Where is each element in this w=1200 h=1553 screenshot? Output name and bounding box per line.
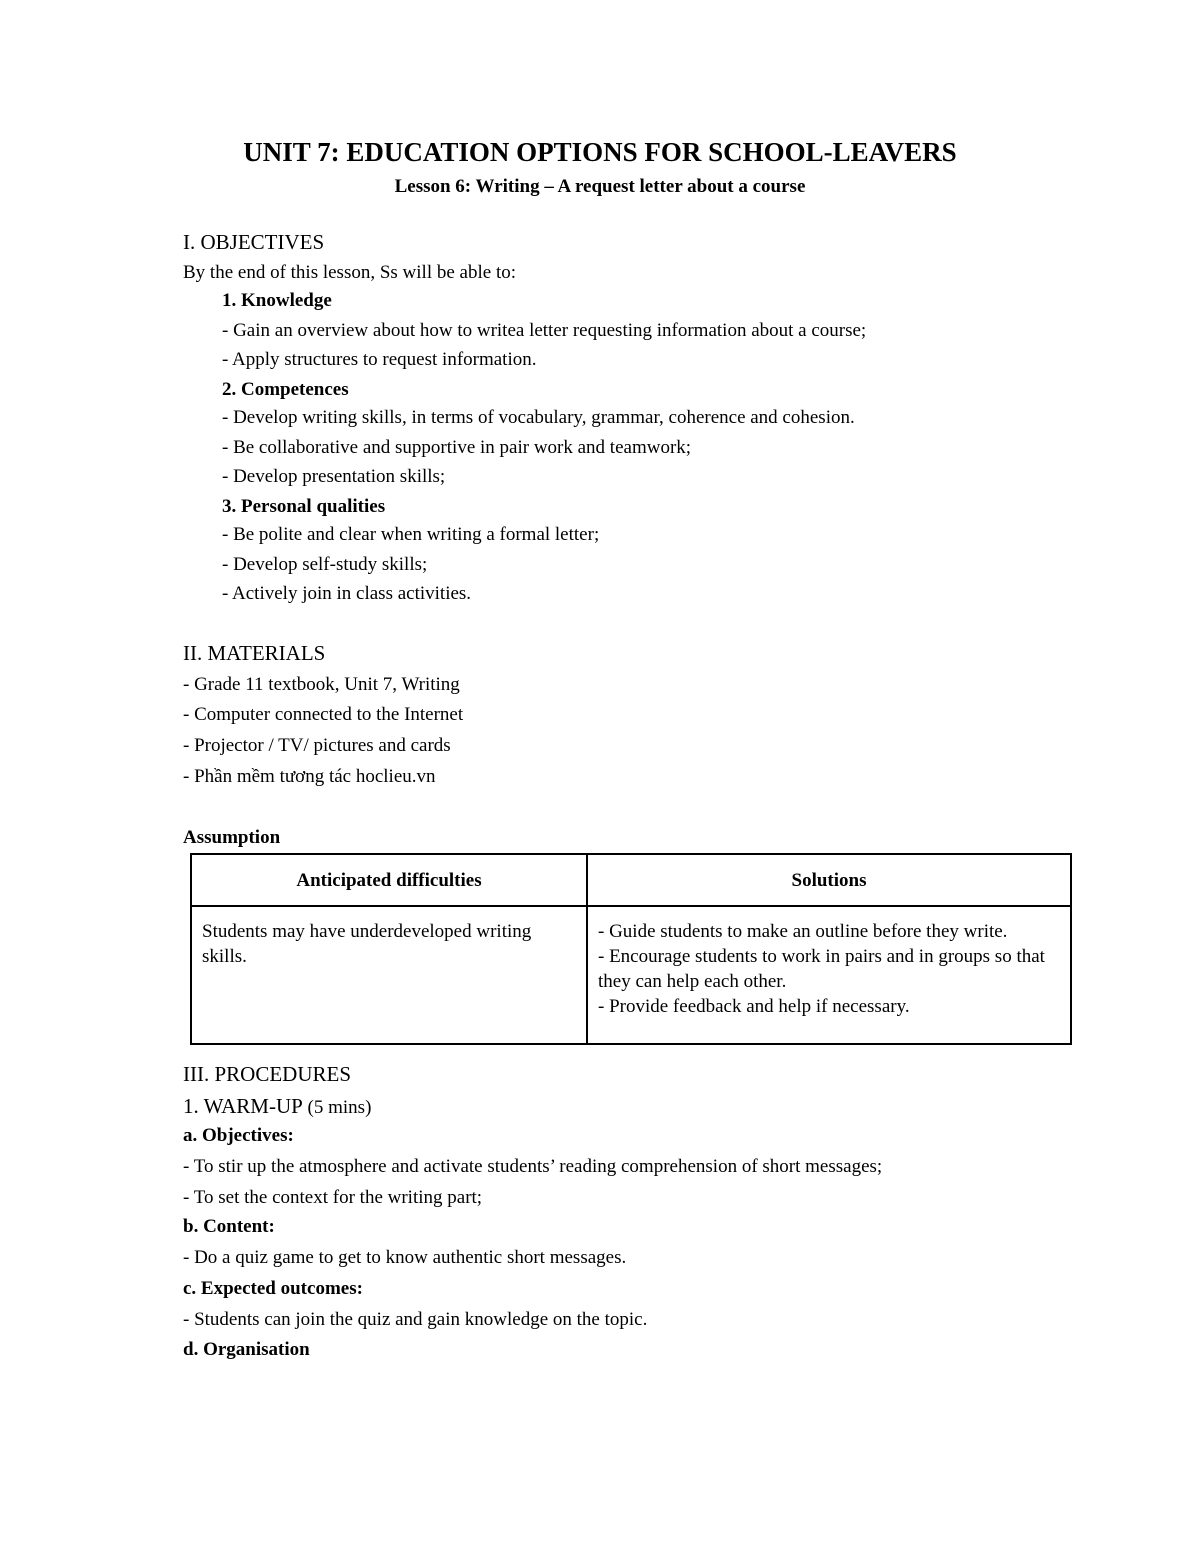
knowledge-item: - Apply structures to request information. xyxy=(222,349,537,370)
procedures-heading: III. PROCEDURES xyxy=(183,1062,352,1086)
qualities-item: - Develop self-study skills; xyxy=(222,554,428,575)
assumption-table xyxy=(190,853,1072,1045)
objectives-heading: I. OBJECTIVES xyxy=(183,230,325,254)
warmup-objective-item: - To stir up the atmosphere and activate students’ reading comprehension of short messages; xyxy=(183,1156,883,1177)
warmup-heading: 1. WARM-UP xyxy=(183,1094,303,1118)
unit-title: UNIT 7: EDUCATION OPTIONS FOR SCHOOL-LEAVERS xyxy=(243,137,957,167)
solution-item: - Guide students to make an outline before they write. xyxy=(598,921,1008,942)
warmup-organisation-label: d. Organisation xyxy=(183,1339,310,1360)
warmup-content-text: - Do a quiz game to get to know authentic short messages. xyxy=(183,1247,627,1268)
competences-item: - Develop presentation skills; xyxy=(222,466,446,487)
objectives-intro: By the end of this lesson, Ss will be able to: xyxy=(183,262,517,283)
materials-heading: II. MATERIALS xyxy=(183,641,326,665)
materials-item: - Projector / TV/ pictures and cards xyxy=(183,735,451,756)
warmup-duration: (5 mins) xyxy=(307,1097,372,1118)
materials-item: - Grade 11 textbook, Unit 7, Writing xyxy=(183,674,460,695)
warmup-line xyxy=(183,1094,371,1120)
table-header-row xyxy=(191,854,1071,906)
column-header-solutions: Solutions xyxy=(587,854,1071,906)
warmup-content-label: b. Content: xyxy=(183,1216,275,1237)
qualities-item: - Be polite and clear when writing a formal letter; xyxy=(222,524,600,545)
competences-item: - Be collaborative and supportive in pair work and teamwork; xyxy=(222,437,692,458)
warmup-outcomes-label: c. Expected outcomes: xyxy=(183,1278,363,1299)
competences-heading: 2. Competences xyxy=(222,379,349,400)
knowledge-item: - Gain an overview about how to writea letter requesting information about a course; xyxy=(222,320,867,341)
difficulty-text: Students may have underdeveloped writing skills. xyxy=(202,921,532,967)
materials-item: - Phần mềm tương tác hoclieu.vn xyxy=(183,766,436,787)
competences-item: - Develop writing skills, in terms of vocabulary, grammar, coherence and cohesion. xyxy=(222,407,855,428)
knowledge-heading: 1. Knowledge xyxy=(222,290,332,311)
table-row xyxy=(191,906,1071,1044)
solution-item: - Provide feedback and help if necessary. xyxy=(598,996,910,1017)
warmup-objectives-label: a. Objectives: xyxy=(183,1125,294,1146)
qualities-heading: 3. Personal qualities xyxy=(222,496,386,517)
column-header-difficulties: Anticipated difficulties xyxy=(191,854,587,906)
warmup-objective-item: - To set the context for the writing part; xyxy=(183,1187,483,1208)
solutions-cell xyxy=(587,906,1071,1044)
warmup-outcomes-text: - Students can join the quiz and gain knowledge on the topic. xyxy=(183,1309,648,1330)
lesson-subtitle: Lesson 6: Writing – A request letter about a course xyxy=(394,176,806,197)
difficulty-cell xyxy=(191,906,587,1044)
qualities-item: - Actively join in class activities. xyxy=(222,583,472,604)
assumption-heading: Assumption xyxy=(183,827,281,848)
solution-item: - Encourage students to work in pairs and in groups so that they can help each other. xyxy=(598,946,1045,992)
materials-item: - Computer connected to the Internet xyxy=(183,704,464,725)
